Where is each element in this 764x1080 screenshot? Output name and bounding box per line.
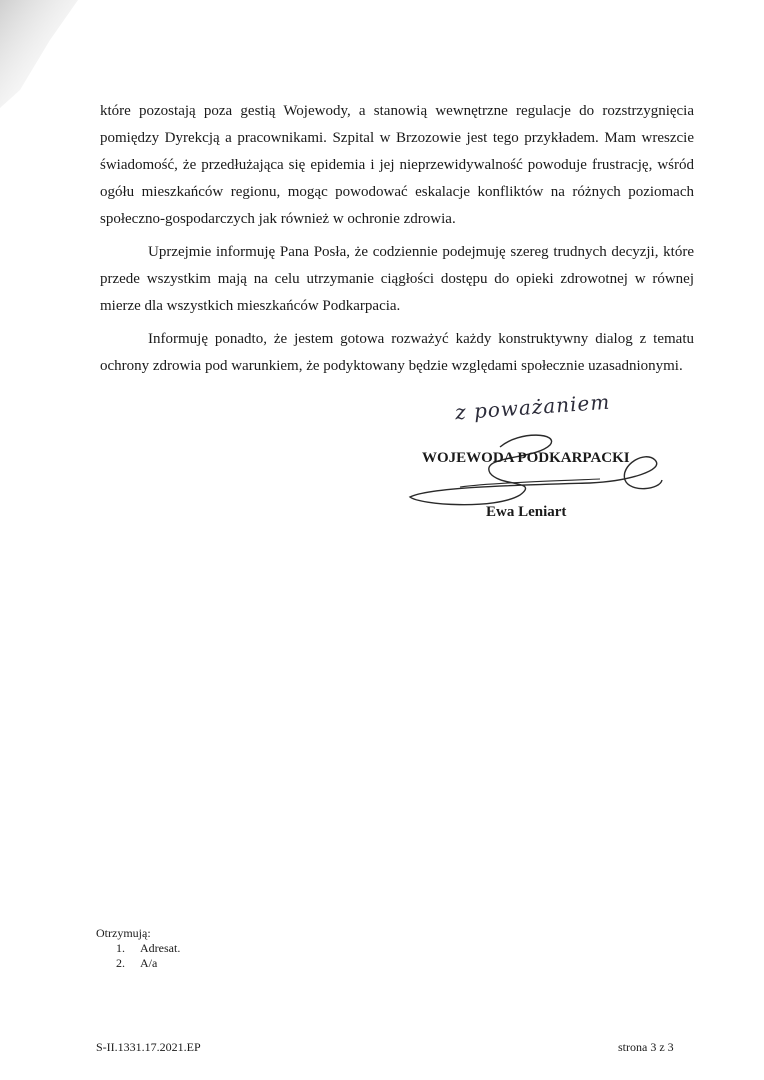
recipients-block (96, 926, 180, 971)
handwritten-note: z poważaniem (454, 389, 611, 425)
signatory-title: WOJEWODA PODKARPACKI (422, 450, 630, 466)
recipients-heading: Otrzymują: (96, 926, 151, 940)
list-item (96, 956, 180, 971)
list-item-number: 2. (116, 956, 125, 970)
list-item-text: A/a (140, 956, 158, 970)
document-reference: S-II.1331.17.2021.EP (96, 1040, 201, 1054)
paragraph-continuation: które pozostają poza gestią Wojewody, a stanowią wewnętrzne regulacje do rozstrzygnięcia pomiędzy Dyrekcją a pracownikami. Szpital w Brzozowie jest tego przykładem. Mam wreszcie świadomość, że przedłużająca się epidemia i jej nieprzewidywalność powoduje frustrację, wśród ogółu mieszkańców regionu, mogąc powodować eskalacje konfliktów na różnych poziomach społeczno-gospodarczych jak również w ochronie zdrowia. (100, 103, 694, 227)
recipients-list (96, 941, 180, 971)
scan-corner-fold (0, 0, 90, 110)
letter-body (100, 98, 694, 386)
signatory-name: Ewa Leniart (486, 504, 567, 520)
list-item (96, 941, 180, 956)
paragraph-dialog: Informuję ponadto, że jestem gotowa rozważyć każdy konstruktywny dialog z tematu ochrony zdrowia pod warunkiem, że podyktowany będzie względami społecznie uzasadnionymi. (100, 331, 694, 374)
handwritten-signature (400, 425, 670, 515)
paragraph-decisions: Uprzejmie informuję Pana Posła, że codziennie podejmuję szereg trudnych decyzji, które przede wszystkim mają na celu utrzymanie ciągłości dostępu do opieki zdrowotnej w równej mierze dla wszystkich mieszkańców Podkarpacia. (100, 244, 694, 314)
list-item-number: 1. (116, 941, 125, 955)
page-number: strona 3 z 3 (618, 1040, 674, 1054)
list-item-text: Adresat. (140, 941, 181, 955)
